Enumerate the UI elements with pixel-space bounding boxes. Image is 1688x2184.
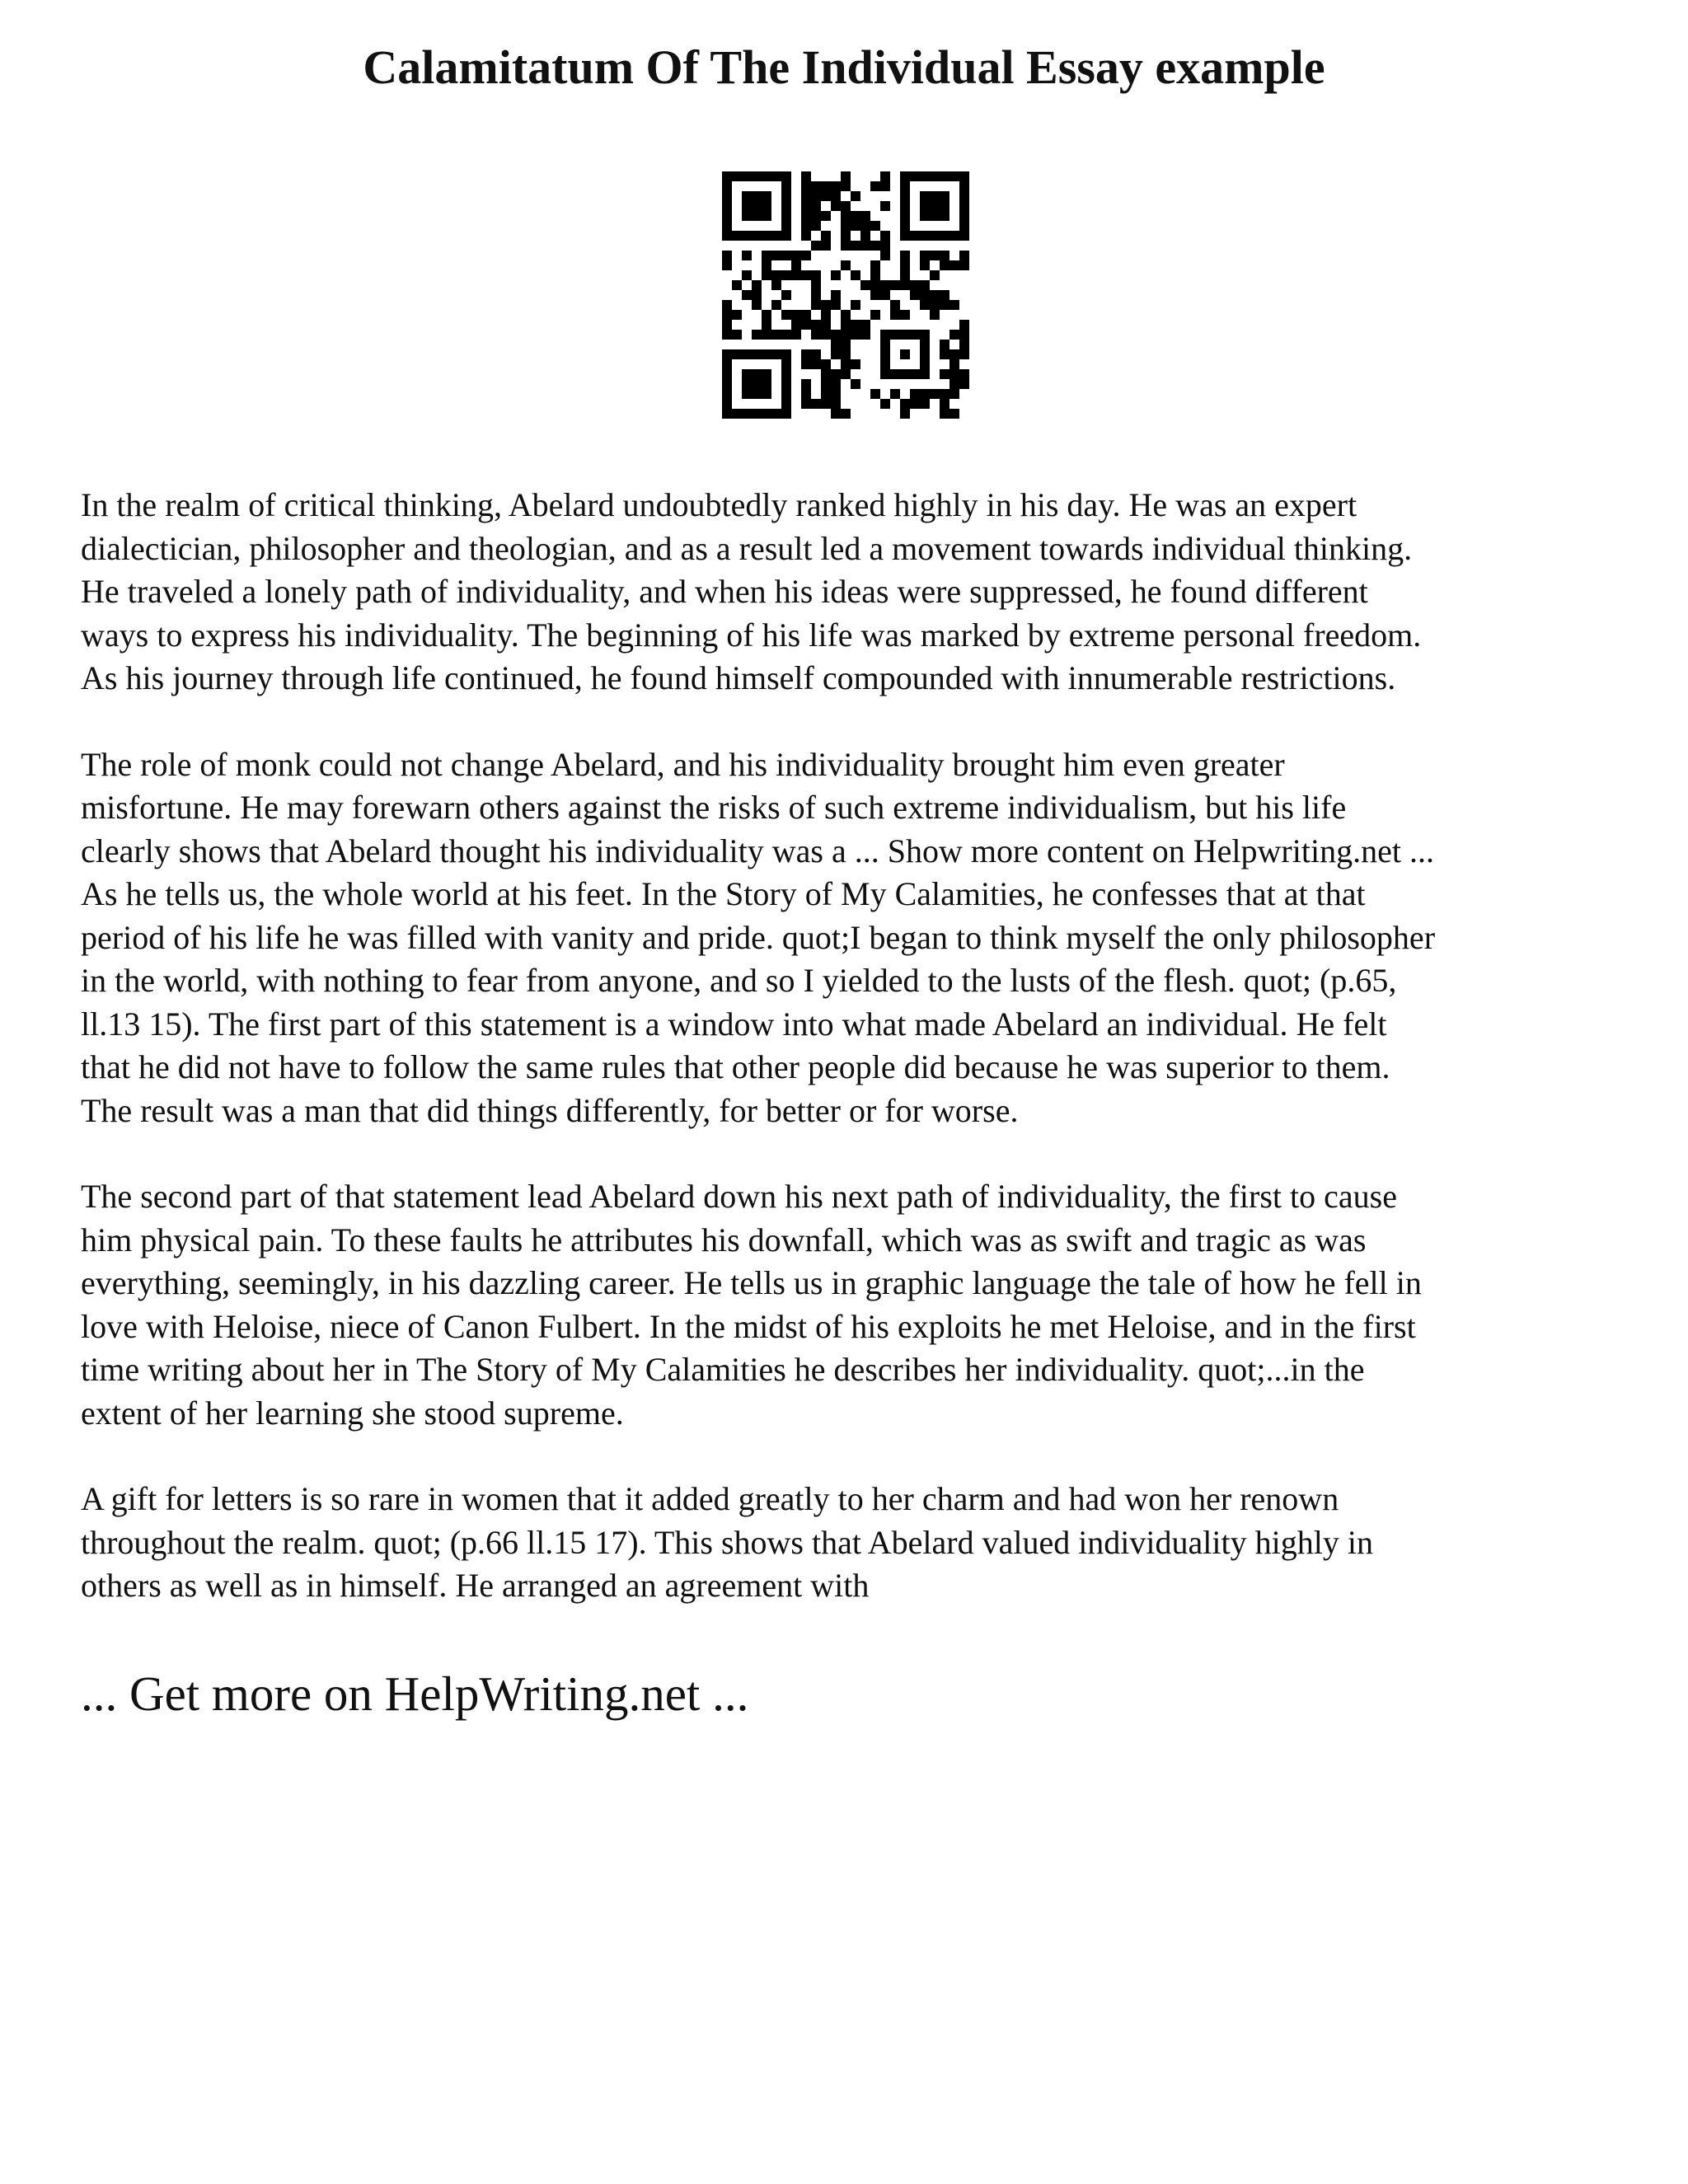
get-more-link[interactable]: ... Get more on HelpWriting.net ...	[81, 1666, 749, 1721]
text-line: ways to express his individuality. The beginning of his life was marked by extreme personal freedom.	[81, 616, 1422, 654]
text-line: ll.13 15). The first part of this statement is a window into what made Abelard an individual. He felt	[81, 1005, 1387, 1043]
text-line: The second part of that statement lead Abelard down his next path of individuality, the first to cause	[81, 1178, 1397, 1215]
text-line: time writing about her in The Story of My Calamities he describes her individuality. quot;...in the	[81, 1351, 1365, 1388]
text-line: The role of monk could not change Abelard, and his individuality brought him even greater	[81, 745, 1285, 783]
essay-body	[81, 484, 1630, 1651]
text-line: In the realm of critical thinking, Abelard undoubtedly ranked highly in his day. He was an expert	[81, 486, 1357, 523]
text-line: him physical pain. To these faults he attributes his downfall, which was as swift and tragic as was	[81, 1221, 1367, 1258]
text-line: love with Heloise, niece of Canon Fulbert. In the midst of his exploits he met Heloise, and in the first	[81, 1307, 1416, 1345]
paragraph-1	[81, 484, 1630, 701]
text-line: A gift for letters is so rare in women that it added greatly to her charm and had won her renown	[81, 1480, 1339, 1517]
qr-code-graphic	[722, 171, 969, 419]
text-line: As he tells us, the whole world at his feet. In the Story of My Calamities, he confesses that at that	[81, 875, 1366, 912]
text-line: in the world, with nothing to fear from anyone, and so I yielded to the lusts of the flesh. quot; (p.65,	[81, 962, 1397, 999]
paragraph-4	[81, 1478, 1630, 1608]
paragraph-2	[81, 743, 1630, 1133]
text-line: everything, seemingly, in his dazzling career. He tells us in graphic language the tale of how he fell in	[81, 1264, 1422, 1301]
text-line: The result was a man that did things differently, for better or for worse.	[81, 1091, 1019, 1129]
text-line: dialectician, philosopher and theologian, and as a result led a movement towards individual thinking.	[81, 529, 1413, 567]
text-line: period of his life he was filled with vanity and pride. quot;I began to think myself the only philosopher	[81, 918, 1436, 956]
text-line: that he did not have to follow the same rules that other people did because he was superior to them.	[81, 1048, 1390, 1085]
page-title: Calamitatum Of The Individual Essay example	[363, 40, 1325, 94]
text-line: As his journey through life continued, he found himself compounded with innumerable restrictions.	[81, 659, 1396, 696]
text-line: others as well as in himself. He arranged an agreement with	[81, 1567, 870, 1604]
text-line: extent of her learning she stood supreme.	[81, 1394, 624, 1432]
text-line: throughout the realm. quot; (p.66 ll.15 17). This shows that Abelard valued individuality highly in	[81, 1523, 1373, 1561]
text-line: He traveled a lonely path of individuality, and when his ideas were suppressed, he found different	[81, 573, 1368, 610]
qr-code-icon	[722, 171, 969, 419]
text-line: misfortune. He may forewarn others against the risks of such extreme individualism, but his life	[81, 789, 1347, 826]
paragraph-3	[81, 1175, 1630, 1435]
text-line: clearly shows that Abelard thought his individuality was a ... Show more content on Helpwriting.net ...	[81, 832, 1434, 869]
